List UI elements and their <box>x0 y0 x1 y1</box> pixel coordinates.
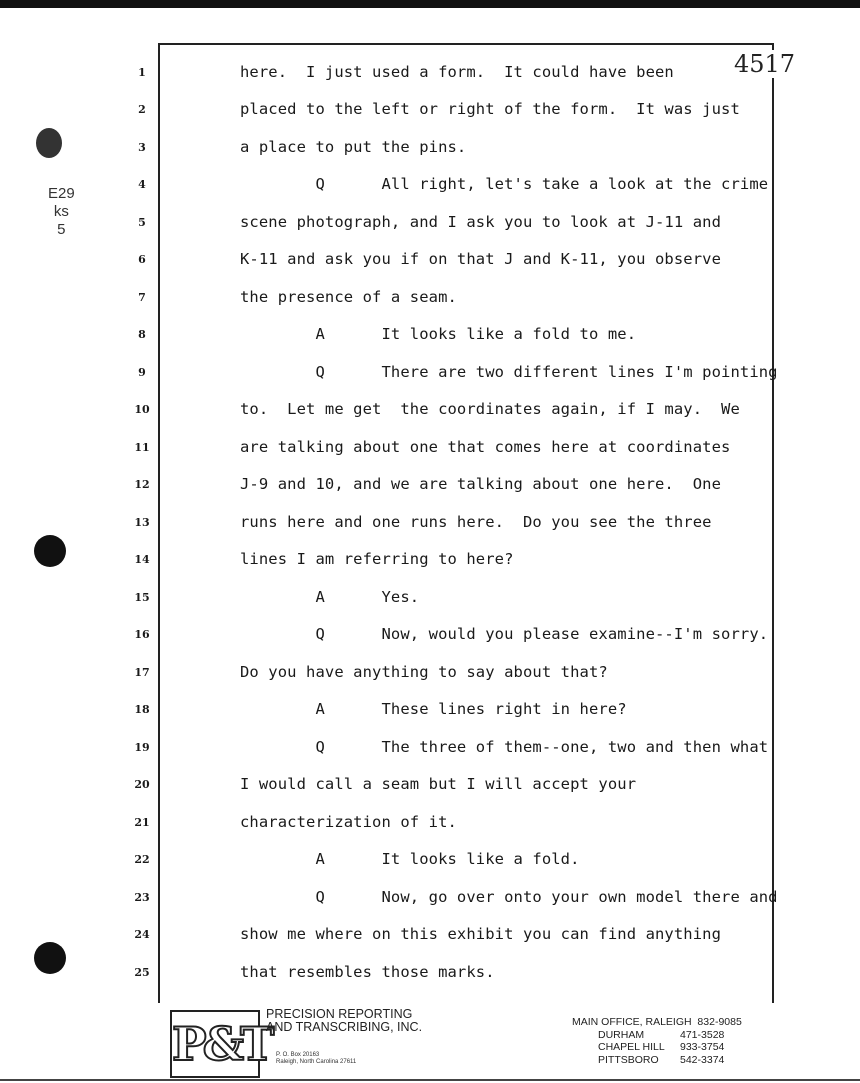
line-number: 13 <box>134 516 150 529</box>
line-number: 25 <box>134 966 150 979</box>
transcript-line: lines I am referring to here? <box>240 550 514 568</box>
line-number: 17 <box>134 666 150 679</box>
company-name <box>266 1008 422 1034</box>
top-border-rule <box>0 0 860 8</box>
line-number: 23 <box>134 891 150 904</box>
office-phone: 471-3528 <box>680 1028 725 1041</box>
address-line: Raleigh, North Carolina 27611 <box>276 1059 357 1065</box>
transcript-line: are talking about one that comes here at coordinates <box>240 438 731 456</box>
line-number: 21 <box>134 816 150 829</box>
binder-hole-bottom <box>34 942 66 974</box>
margin-note-line: 5 <box>57 221 66 238</box>
margin-note-line: ks <box>53 203 69 220</box>
transcript-line: to. Let me get the coordinates again, if I may. We <box>240 400 740 418</box>
line-number: 4 <box>138 178 146 191</box>
transcript-line: K-11 and ask you if on that J and K-11, you observe <box>240 250 722 268</box>
line-number: 16 <box>134 628 150 641</box>
office-phone: 542-3374 <box>680 1053 725 1066</box>
transcript-line: Q There are two different lines I'm pointing <box>240 363 778 381</box>
office-listing <box>572 1016 742 1066</box>
transcript-line: I would call a seam but I will accept your <box>240 775 637 793</box>
transcript-line: A Yes. <box>240 588 420 606</box>
line-number: 14 <box>134 553 150 566</box>
transcript-line: characterization of it. <box>240 813 457 831</box>
line-number: 12 <box>134 478 150 491</box>
transcript-line: Q The three of them--one, two and then what <box>240 738 769 756</box>
reporter-footer <box>170 1008 790 1078</box>
transcript-line: that resembles those marks. <box>240 963 495 981</box>
transcript-line: Q Now, go over onto your own model there and <box>240 888 778 906</box>
transcript-line: A These lines right in here? <box>240 700 627 718</box>
office-phone: 933-3754 <box>680 1041 725 1053</box>
company-name-line: AND TRANSCRIBING, INC. <box>266 1020 423 1034</box>
line-number: 20 <box>134 778 150 791</box>
transcript-line: a place to put the pins. <box>240 138 467 156</box>
office-row <box>572 1041 742 1054</box>
transcript-line: runs here and one runs here. Do you see the three <box>240 513 712 531</box>
transcript-line: Do you have anything to say about that? <box>240 663 608 681</box>
office-city: PITTSBORO <box>598 1053 659 1066</box>
office-city: CHAPEL HILL <box>598 1041 665 1053</box>
binder-hole-middle <box>34 535 66 567</box>
address-line: P. O. Box 20163 <box>276 1052 320 1058</box>
transcript-line: scene photograph, and I ask you to look at J-11 and <box>240 213 722 231</box>
transcript-line: show me where on this exhibit you can find anything <box>240 925 722 943</box>
transcript-line: A It looks like a fold. <box>240 850 580 868</box>
transcript-line: the presence of a seam. <box>240 288 457 306</box>
line-number: 6 <box>138 253 146 266</box>
line-number: 8 <box>138 328 146 341</box>
transcript-line: placed to the left or right of the form. It was just <box>240 100 740 118</box>
margin-annotation <box>48 185 75 239</box>
office-row <box>572 1054 742 1067</box>
company-name-line: PRECISION REPORTING <box>266 1007 413 1021</box>
line-number: 19 <box>134 741 150 754</box>
line-number: 5 <box>138 216 146 229</box>
main-office: MAIN OFFICE, RALEIGH 832-9085 <box>572 1016 742 1028</box>
page-number: 4517 <box>734 50 796 78</box>
transcript-line: here. I just used a form. It could have been <box>240 63 674 81</box>
line-number: 18 <box>134 703 150 716</box>
line-number: 2 <box>138 103 146 116</box>
margin-note-line: E29 <box>48 185 75 202</box>
line-number: 3 <box>138 141 146 154</box>
transcript-line: Q Now, would you please examine--I'm sorry. <box>240 625 769 643</box>
line-number: 11 <box>134 441 150 454</box>
line-number: 15 <box>134 591 150 604</box>
line-number: 10 <box>134 403 150 416</box>
bottom-border-rule <box>0 1079 860 1081</box>
transcript-line: Q All right, let's take a look at the crime <box>240 175 769 193</box>
line-number: 22 <box>134 853 150 866</box>
transcript-line: A It looks like a fold to me. <box>240 325 637 343</box>
office-city: DURHAM <box>598 1028 645 1041</box>
line-number: 9 <box>138 366 146 379</box>
line-number: 1 <box>138 66 146 79</box>
binder-hole-top <box>36 128 62 158</box>
line-number: 7 <box>138 291 146 304</box>
company-logo: P&T <box>170 1010 260 1078</box>
line-number: 24 <box>134 928 150 941</box>
office-row <box>572 1029 742 1042</box>
company-address <box>276 1052 356 1066</box>
transcript-line: J-9 and 10, and we are talking about one here. One <box>240 475 722 493</box>
